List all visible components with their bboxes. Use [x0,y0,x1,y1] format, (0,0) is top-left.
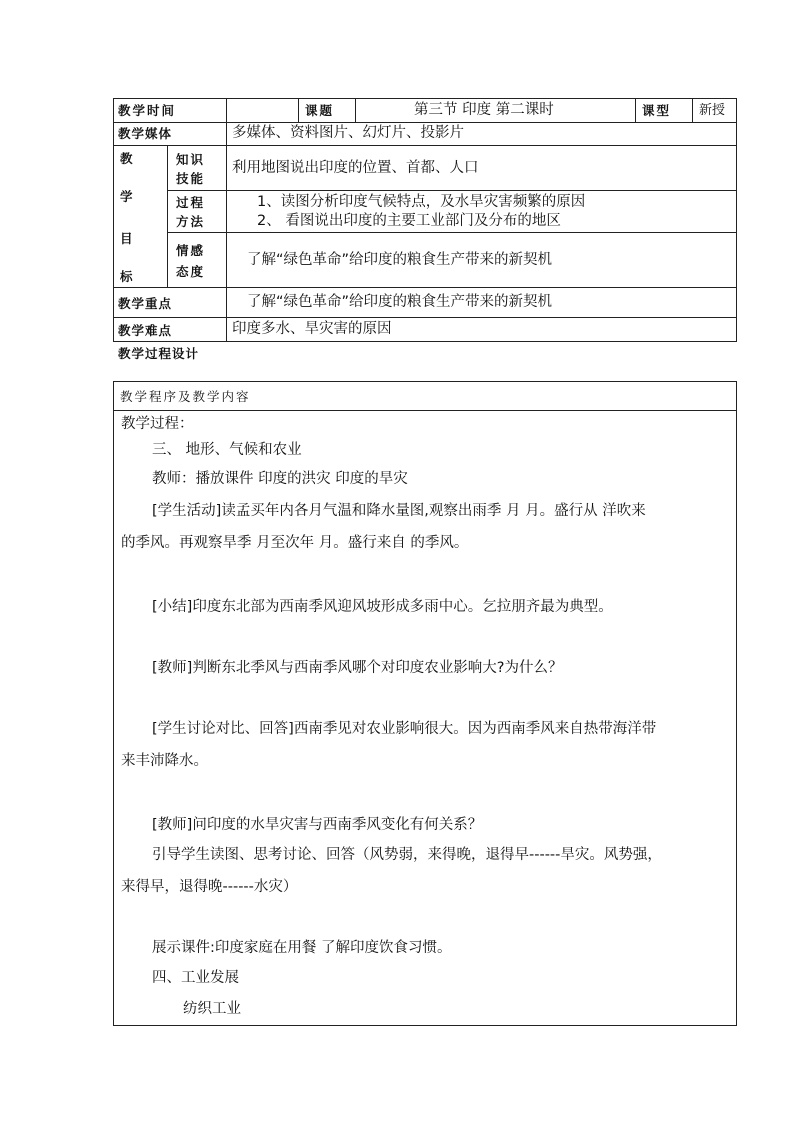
goals-label-char: 目 [120,231,135,246]
goal-attitude-label: 情感 [176,243,206,258]
goal-process-text: 1、读图分析印度气候特点，及水旱灾害频繁的原因 [257,194,586,210]
goals-label-char: 教 [120,151,135,166]
process-line: 的季风。再观察旱季 月至次年 月。盛行来自 的季风。 [121,535,469,551]
process-line: [学生讨论对比、回答]西南季见对农业影响很大。因为西南季风来自热带海洋带 [152,721,657,737]
type-label: 课型 [642,103,672,118]
media-label: 教学媒体 [118,126,173,141]
goal-knowledge-label: 技能 [176,171,206,186]
goals-label-char: 标 [120,269,135,284]
goal-knowledge-text: 利用地图说出印度的位置、首都、人口 [232,160,479,176]
goal-attitude-label: 态度 [176,264,206,279]
goal-attitude-text: 了解“绿色革命”给印度的粮食生产带来的新契机 [247,252,553,268]
difficulty-label: 教学难点 [118,323,173,338]
process-line: [教师]问印度的水旱灾害与西南季风变化有何关系？ [152,817,483,833]
process-line: 四、工业发展 [152,970,239,986]
goal-process-label: 过程 [176,195,206,210]
process-line: 纺织工业 [183,1001,241,1017]
process-line: 展示课件:印度家庭在用餐 了解印度饮食习惯。 [152,940,452,956]
design-title: 教学过程设计 [118,346,200,361]
process-line: [学生活动]读孟买年内各月气温和降水量图,观察出雨季 月 月。盛行从 洋吹来 [152,503,646,519]
key-point-value: 了解“绿色革命”给印度的粮食生产带来的新契机 [247,294,553,310]
goal-process-text: 2、 看图说出印度的主要工业部门及分布的地区 [257,213,561,229]
process-line: 教师：播放课件 印度的洪灾 印度的旱灾 [152,471,408,487]
type-value: 新授 [699,103,726,118]
process-line: [教师]判断东北季风与西南季风哪个对印度农业影响大?为什么？ [152,660,563,676]
process-line: 教学过程： [121,416,194,432]
media-value: 多媒体、资料图片、幻灯片、投影片 [232,125,464,141]
process-line: 引导学生读图、思考讨论、回答（风势弱，来得晚，退得早------旱灾。风势强， [152,847,662,863]
time-label: 教学时间 [118,103,177,118]
process-line: [小结]印度东北部为西南季风迎风坡形成多雨中心。乞拉朋齐最为典型。 [152,599,613,615]
topic-label: 课题 [305,103,335,118]
difficulty-value: 印度多水、旱灾害的原因 [232,321,392,337]
goal-knowledge-label: 知识 [176,152,206,167]
topic-value: 第三节 印度 第二课时 [414,102,554,118]
goals-label-char: 学 [120,189,135,204]
goal-process-label: 方法 [176,214,206,229]
process-line: 来得早，退得晚------水灾） [121,879,298,895]
process-box-title: 教学程序及教学内容 [120,389,251,404]
process-line: 来丰沛降水。 [121,753,208,769]
process-line: 三、 地形、气候和农业 [152,442,302,458]
key-point-label: 教学重点 [118,296,173,311]
